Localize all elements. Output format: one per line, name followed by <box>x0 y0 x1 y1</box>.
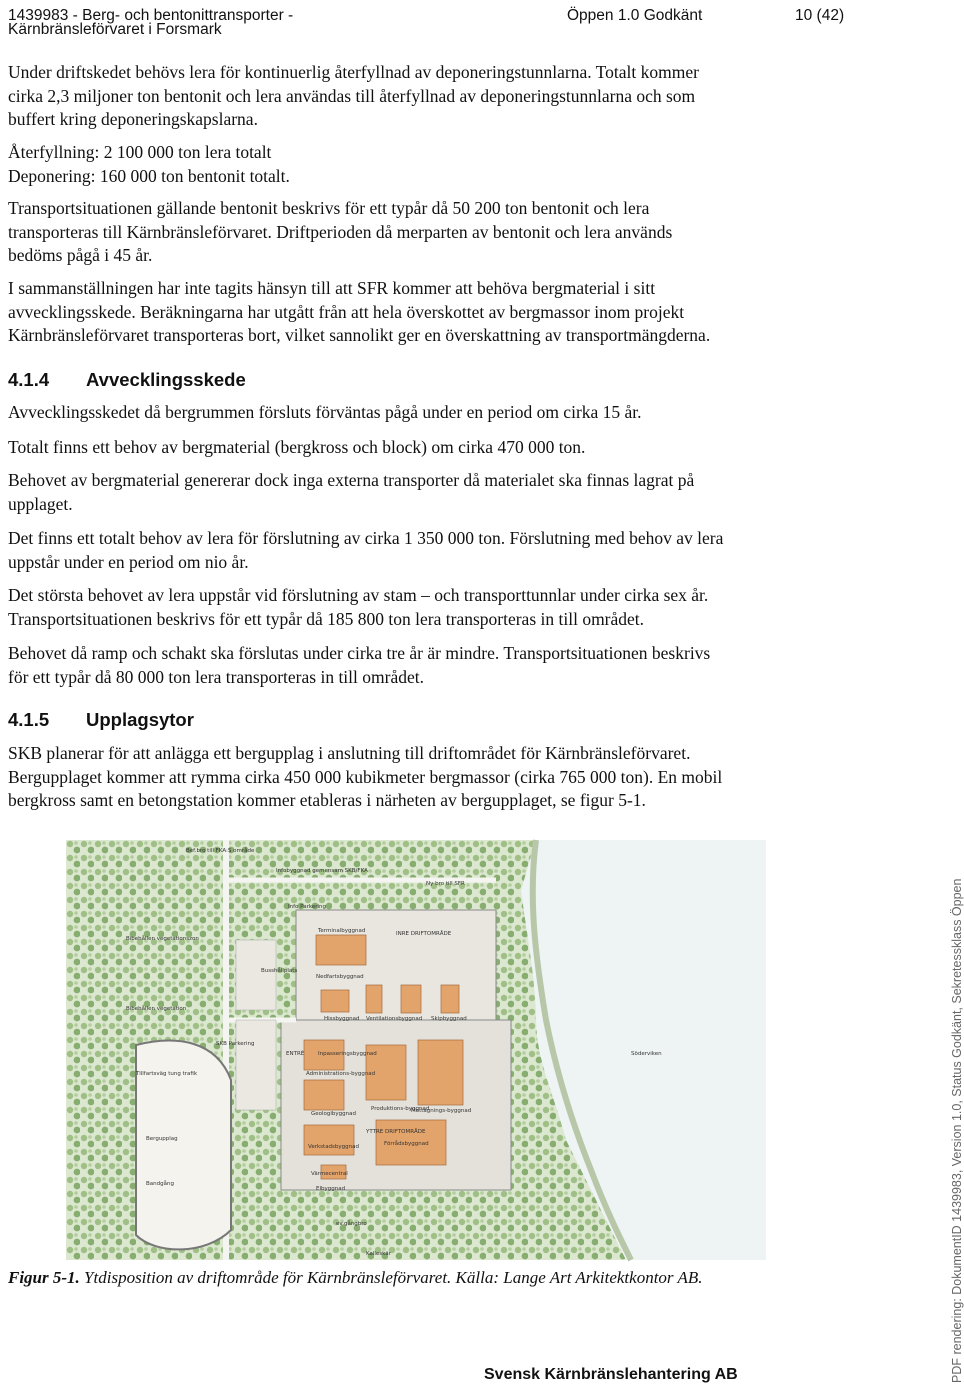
paragraph-storsta-behov <box>8 584 858 631</box>
map-label: Busshållplats <box>261 968 298 974</box>
map-label: Mottagnings-byggnad <box>411 1108 472 1114</box>
map-label: YTTRE DRIFTOMRÅDE <box>366 1129 426 1135</box>
paragraph-sammanstallning <box>8 277 858 348</box>
text-line: uppstår under en period om nio år. <box>8 551 249 572</box>
map-label: Verkstadsbyggnad <box>308 1144 359 1150</box>
text-line: Totalt finns ett behov av bergmaterial (bergkross och block) om cirka 470 000 ton. <box>8 437 586 457</box>
text-line: Under driftskedet behövs lera för kontinuerlig återfyllnad av deponeringstunnlarna. Totalt kommer <box>8 62 699 82</box>
map-label: Skipbyggnad <box>431 1016 467 1022</box>
figure-caption <box>8 1267 703 1289</box>
map-label: Elbyggnad <box>316 1186 346 1192</box>
text-line: Avvecklingsskedet då bergrummen försluts förväntas pågå under en period om cirka 15 år. <box>8 402 642 422</box>
header-document-title: 1439983 - Berg- och bentonittransporter - <box>8 7 294 24</box>
map-label: INRE DRIFTOMRÅDE <box>396 931 452 937</box>
paragraph-bergmaterial-behov <box>8 436 858 460</box>
map-label: Produktions-byggnad <box>371 1106 430 1112</box>
parking-area <box>236 940 276 1110</box>
text-line: buffert kring deponeringskapslarna. <box>8 109 258 129</box>
paragraph-ramp-schakt <box>8 642 858 689</box>
map-label: SKB Parkering <box>216 1041 255 1047</box>
header-page-number: 10 (42) <box>795 7 845 24</box>
map-label: Tillfartsväg tung trafik <box>136 1071 198 1077</box>
map-label: Info Parkering <box>288 904 326 910</box>
map-label: Infobyggnad gemensam SKB/FKA <box>276 868 368 874</box>
text-line: cirka 2,3 miljoner ton bentonit och lera användas till återfyllnad av deponeringstunnlarna och som <box>8 85 696 106</box>
map-label: Ventilationsbyggnad <box>366 1016 423 1022</box>
heading-title: Upplagsytor <box>86 709 194 730</box>
site-plan-figure <box>66 840 766 1260</box>
paragraph-avvecklingsskede <box>8 401 858 425</box>
text-line: upplaget. <box>8 493 73 514</box>
heading-number: 4.1.5 <box>8 709 50 730</box>
text-line: för ett typår då 80 000 ton lera transporteras in till området. <box>8 666 424 687</box>
map-label: Inpasseringsbyggnad <box>318 1051 377 1057</box>
text-line: Transportsituationen beskrivs för ett typår då 185 800 ton lera transporteras in till området. <box>8 608 645 629</box>
text-line: Behovet av bergmaterial genererar dock inga externa transporter då materialet ska finnas lagrat på <box>8 470 695 490</box>
map-label: Bibehållen vegetation <box>126 1006 187 1012</box>
map-label: Värmecentral <box>311 1171 348 1177</box>
paragraph-forslutning-lera <box>8 527 858 574</box>
paragraph-bergmaterial-transporter <box>8 469 858 516</box>
text-line: Transportsituationen gällande bentonit beskrivs för ett typår då 50 200 ton bentonit och lera <box>8 198 650 218</box>
pdf-rendering-note: PDF rendering: DokumentID 1439983, Version 1.0, Status Godkänt, Sekretessklass Öppen <box>950 878 964 1383</box>
caption-label: Figur 5-1. <box>8 1268 80 1287</box>
text-line: Behovet då ramp och schakt ska förslutas under cirka tre år är mindre. Transportsituationen beskrivs <box>8 643 711 663</box>
map-label: Bandgång <box>146 1181 174 1187</box>
text-line: Det största behovet av lera uppstår vid förslutning av stam – och transporttunnlar under cirka sex år. <box>8 585 709 605</box>
text-line: SKB planerar för att anlägga ett bergupplag i anslutning till driftområdet för Kärnbränsleförvaret. <box>8 743 691 763</box>
caption-text: Ytdisposition av driftområde för Kärnbränsleförvaret. Källa: Lange Art Arkitektkontor AB. <box>79 1268 703 1287</box>
map-label: ev.gångbro <box>336 1221 367 1227</box>
paragraph-transport-bentonit <box>8 197 858 268</box>
map-label: ENTRÉ <box>286 1051 305 1057</box>
text-line: Kärnbränsleförvaret transporteras bort, vilket sannolikt ger en överskattning av transportmängderna. <box>8 325 711 345</box>
text-line: Bergupplaget kommer att rymma cirka 450 000 kubikmeter bergmassor (cirka 765 000 ton). En mobil <box>8 766 723 787</box>
header-subtitle: Kärnbränsleförvaret i Forsmark <box>8 21 222 38</box>
map-label: Hissbyggnad <box>324 1016 360 1022</box>
map-label: Bef.bro till FKA:S område <box>186 848 255 854</box>
text-line: I sammanställningen har inte tagits hänsyn till att SFR kommer att behöva bergmaterial i sitt <box>8 278 656 298</box>
header-status: Öppen 1.0 Godkänt <box>567 7 703 24</box>
text-line: transporteras till Kärnbränsleförvaret. Driftperioden då merparten av bentonit och lera används <box>8 221 673 242</box>
map-label: Terminalbyggnad <box>318 928 366 934</box>
map-label: Administrations-byggnad <box>306 1071 376 1077</box>
text-line: Återfyllning: 2 100 000 ton lera totalt <box>8 142 272 162</box>
footer-company: Svensk Kärnbränslehantering AB <box>484 1366 738 1383</box>
text-line: avvecklingsskede. Beräkningarna har utgått från att hela överskottet av bergmassor inom projekt <box>8 301 685 322</box>
paragraph-quantities <box>8 141 858 188</box>
text-line: Deponering: 160 000 ton bentonit totalt. <box>8 165 290 186</box>
map-label: Nedfartsbyggnad <box>316 974 364 980</box>
map-label: Söderviken <box>631 1051 662 1057</box>
map-label: Bibehållen vegetationszon <box>126 936 199 942</box>
heading-4-1-5 <box>8 709 194 731</box>
text-line: bergkross samt en betongstation kommer etableras i närheten av bergupplaget, se figur 5-1. <box>8 790 646 810</box>
map-label: Kalleskär <box>366 1251 391 1257</box>
map-label: Geologibyggnad <box>311 1111 356 1117</box>
paragraph-bergupplag <box>8 742 858 813</box>
text-line: bedöms pågå i 45 år. <box>8 245 153 265</box>
heading-number: 4.1.4 <box>8 369 50 390</box>
heading-4-1-4 <box>8 369 246 391</box>
map-label: Ny bro till SFR <box>426 881 465 887</box>
map-label: Bergupplag <box>146 1136 178 1142</box>
paragraph-driftskedet <box>8 61 858 132</box>
map-label: Förrådsbyggnad <box>384 1141 429 1147</box>
heading-title: Avvecklingsskede <box>86 369 246 390</box>
text-line: Det finns ett totalt behov av lera för förslutning av cirka 1 350 000 ton. Förslutning med behov av lera <box>8 528 724 548</box>
